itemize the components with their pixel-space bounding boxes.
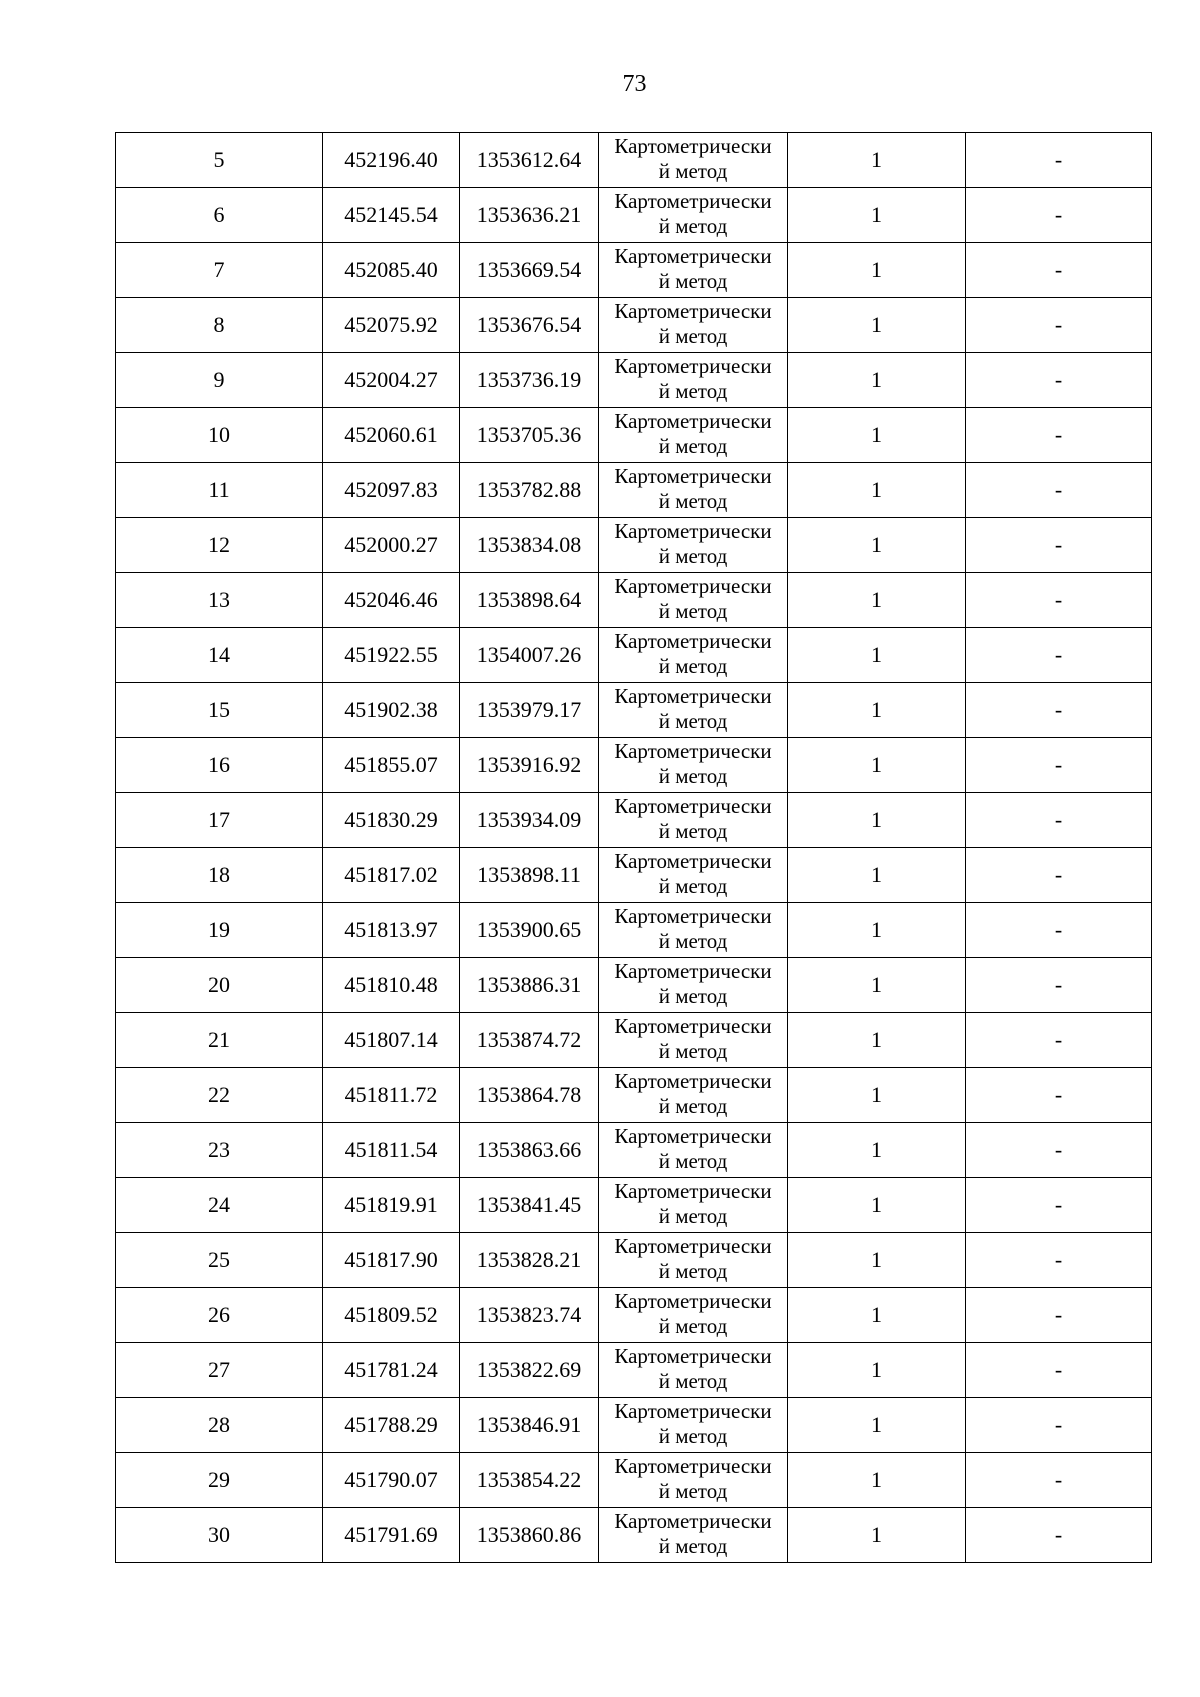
method-text-line2: й метод	[658, 1479, 728, 1503]
note-cell: -	[966, 408, 1152, 463]
table-row	[116, 298, 1152, 353]
method-text-line1: Картометрически	[614, 849, 772, 873]
table-row	[116, 518, 1152, 573]
x-coordinate-cell: 451807.14	[323, 1013, 460, 1068]
method-text-line1: Картометрически	[614, 629, 772, 653]
point-number-cell: 8	[116, 298, 323, 353]
x-coordinate-cell: 452060.61	[323, 408, 460, 463]
note-cell: -	[966, 1398, 1152, 1453]
accuracy-cell: 1	[788, 188, 966, 243]
method-cell	[599, 463, 788, 518]
x-coordinate-cell: 451810.48	[323, 958, 460, 1013]
y-coordinate-cell: 1353828.21	[460, 1233, 599, 1288]
method-cell	[599, 298, 788, 353]
accuracy-cell: 1	[788, 628, 966, 683]
y-coordinate-cell: 1353822.69	[460, 1343, 599, 1398]
method-cell	[599, 903, 788, 958]
method-text-line1: Картометрически	[614, 1234, 772, 1258]
table-row	[116, 1013, 1152, 1068]
table-row	[116, 1398, 1152, 1453]
table-row	[116, 133, 1152, 188]
note-cell: -	[966, 958, 1152, 1013]
method-text-line1: Картометрически	[614, 519, 772, 543]
method-text-line2: й метод	[658, 1039, 728, 1063]
method-text-line2: й метод	[658, 1314, 728, 1338]
point-number-cell: 14	[116, 628, 323, 683]
note-cell: -	[966, 243, 1152, 298]
y-coordinate-cell: 1353676.54	[460, 298, 599, 353]
table-row	[116, 573, 1152, 628]
method-text-line1: Картометрически	[614, 464, 772, 488]
x-coordinate-cell: 451788.29	[323, 1398, 460, 1453]
method-text-line1: Картометрически	[614, 1014, 772, 1038]
note-cell: -	[966, 463, 1152, 518]
y-coordinate-cell: 1353846.91	[460, 1398, 599, 1453]
y-coordinate-cell: 1353636.21	[460, 188, 599, 243]
method-text-line1: Картометрически	[614, 299, 772, 323]
method-cell	[599, 188, 788, 243]
table-row	[116, 463, 1152, 518]
accuracy-cell: 1	[788, 573, 966, 628]
method-text-line1: Картометрически	[614, 904, 772, 928]
method-cell	[599, 793, 788, 848]
method-text-line1: Картометрически	[614, 959, 772, 983]
coordinates-table	[115, 132, 1152, 1563]
note-cell: -	[966, 573, 1152, 628]
method-text-line1: Картометрически	[614, 189, 772, 213]
method-text-line2: й метод	[658, 1259, 728, 1283]
accuracy-cell: 1	[788, 353, 966, 408]
table-row	[116, 848, 1152, 903]
note-cell: -	[966, 1288, 1152, 1343]
table-row	[116, 628, 1152, 683]
table-row	[116, 738, 1152, 793]
point-number-cell: 24	[116, 1178, 323, 1233]
point-number-cell: 7	[116, 243, 323, 298]
method-cell	[599, 848, 788, 903]
accuracy-cell: 1	[788, 958, 966, 1013]
method-text-line2: й метод	[658, 544, 728, 568]
accuracy-cell: 1	[788, 1288, 966, 1343]
point-number-cell: 30	[116, 1508, 323, 1563]
method-text-line1: Картометрически	[614, 1289, 772, 1313]
note-cell: -	[966, 1123, 1152, 1178]
method-text-line1: Картометрически	[614, 1509, 772, 1533]
accuracy-cell: 1	[788, 1013, 966, 1068]
table-row	[116, 353, 1152, 408]
accuracy-cell: 1	[788, 683, 966, 738]
x-coordinate-cell: 451790.07	[323, 1453, 460, 1508]
accuracy-cell: 1	[788, 1068, 966, 1123]
table-row	[116, 1343, 1152, 1398]
method-text-line1: Картометрически	[614, 1179, 772, 1203]
method-text-line1: Картометрически	[614, 1344, 772, 1368]
y-coordinate-cell: 1353864.78	[460, 1068, 599, 1123]
method-cell	[599, 628, 788, 683]
y-coordinate-cell: 1353934.09	[460, 793, 599, 848]
table-row	[116, 1453, 1152, 1508]
accuracy-cell: 1	[788, 243, 966, 298]
x-coordinate-cell: 452085.40	[323, 243, 460, 298]
note-cell: -	[966, 903, 1152, 958]
method-text-line2: й метод	[658, 819, 728, 843]
y-coordinate-cell: 1353705.36	[460, 408, 599, 463]
method-text-line2: й метод	[658, 1534, 728, 1558]
note-cell: -	[966, 738, 1152, 793]
x-coordinate-cell: 451855.07	[323, 738, 460, 793]
point-number-cell: 25	[116, 1233, 323, 1288]
accuracy-cell: 1	[788, 133, 966, 188]
table-row	[116, 1288, 1152, 1343]
note-cell: -	[966, 1508, 1152, 1563]
point-number-cell: 16	[116, 738, 323, 793]
x-coordinate-cell: 452046.46	[323, 573, 460, 628]
table-row	[116, 1178, 1152, 1233]
accuracy-cell: 1	[788, 1453, 966, 1508]
x-coordinate-cell: 451819.91	[323, 1178, 460, 1233]
x-coordinate-cell: 451811.54	[323, 1123, 460, 1178]
table-row	[116, 243, 1152, 298]
point-number-cell: 27	[116, 1343, 323, 1398]
y-coordinate-cell: 1354007.26	[460, 628, 599, 683]
accuracy-cell: 1	[788, 463, 966, 518]
accuracy-cell: 1	[788, 1178, 966, 1233]
table-row	[116, 903, 1152, 958]
table-row	[116, 958, 1152, 1013]
point-number-cell: 13	[116, 573, 323, 628]
y-coordinate-cell: 1353863.66	[460, 1123, 599, 1178]
x-coordinate-cell: 451811.72	[323, 1068, 460, 1123]
y-coordinate-cell: 1353886.31	[460, 958, 599, 1013]
method-text-line2: й метод	[658, 654, 728, 678]
x-coordinate-cell: 451922.55	[323, 628, 460, 683]
note-cell: -	[966, 188, 1152, 243]
point-number-cell: 21	[116, 1013, 323, 1068]
note-cell: -	[966, 353, 1152, 408]
point-number-cell: 12	[116, 518, 323, 573]
accuracy-cell: 1	[788, 1508, 966, 1563]
note-cell: -	[966, 1178, 1152, 1233]
x-coordinate-cell: 451817.02	[323, 848, 460, 903]
note-cell: -	[966, 1453, 1152, 1508]
method-text-line1: Картометрически	[614, 574, 772, 598]
x-coordinate-cell: 452097.83	[323, 463, 460, 518]
method-text-line2: й метод	[658, 324, 728, 348]
method-text-line1: Картометрически	[614, 244, 772, 268]
note-cell: -	[966, 1013, 1152, 1068]
y-coordinate-cell: 1353854.22	[460, 1453, 599, 1508]
y-coordinate-cell: 1353669.54	[460, 243, 599, 298]
x-coordinate-cell: 452000.27	[323, 518, 460, 573]
note-cell: -	[966, 1068, 1152, 1123]
method-text-line1: Картометрически	[614, 739, 772, 763]
table-row	[116, 1508, 1152, 1563]
y-coordinate-cell: 1353823.74	[460, 1288, 599, 1343]
y-coordinate-cell: 1353979.17	[460, 683, 599, 738]
x-coordinate-cell: 451813.97	[323, 903, 460, 958]
table-row	[116, 1123, 1152, 1178]
point-number-cell: 17	[116, 793, 323, 848]
x-coordinate-cell: 452075.92	[323, 298, 460, 353]
note-cell: -	[966, 298, 1152, 353]
method-cell	[599, 353, 788, 408]
method-text-line2: й метод	[658, 1204, 728, 1228]
accuracy-cell: 1	[788, 298, 966, 353]
point-number-cell: 20	[116, 958, 323, 1013]
method-text-line2: й метод	[658, 434, 728, 458]
method-text-line1: Картометрически	[614, 684, 772, 708]
method-text-line1: Картометрически	[614, 354, 772, 378]
method-cell	[599, 738, 788, 793]
x-coordinate-cell: 451809.52	[323, 1288, 460, 1343]
accuracy-cell: 1	[788, 1123, 966, 1178]
point-number-cell: 10	[116, 408, 323, 463]
method-cell	[599, 573, 788, 628]
method-cell	[599, 1123, 788, 1178]
accuracy-cell: 1	[788, 793, 966, 848]
method-cell	[599, 683, 788, 738]
note-cell: -	[966, 1343, 1152, 1398]
x-coordinate-cell: 451902.38	[323, 683, 460, 738]
note-cell: -	[966, 793, 1152, 848]
y-coordinate-cell: 1353841.45	[460, 1178, 599, 1233]
point-number-cell: 11	[116, 463, 323, 518]
table-row	[116, 683, 1152, 738]
method-text-line2: й метод	[658, 379, 728, 403]
point-number-cell: 23	[116, 1123, 323, 1178]
method-text-line2: й метод	[658, 1149, 728, 1173]
x-coordinate-cell: 451791.69	[323, 1508, 460, 1563]
note-cell: -	[966, 628, 1152, 683]
y-coordinate-cell: 1353736.19	[460, 353, 599, 408]
method-cell	[599, 1068, 788, 1123]
y-coordinate-cell: 1353874.72	[460, 1013, 599, 1068]
page-number: 73	[622, 71, 647, 97]
method-cell	[599, 1398, 788, 1453]
method-text-line2: й метод	[658, 709, 728, 733]
accuracy-cell: 1	[788, 518, 966, 573]
note-cell: -	[966, 848, 1152, 903]
method-text-line1: Картометрически	[614, 1454, 772, 1478]
table-row	[116, 408, 1152, 463]
method-cell	[599, 408, 788, 463]
y-coordinate-cell: 1353900.65	[460, 903, 599, 958]
y-coordinate-cell: 1353834.08	[460, 518, 599, 573]
method-text-line2: й метод	[658, 984, 728, 1008]
table-row	[116, 1068, 1152, 1123]
coordinates-table-body	[116, 133, 1152, 1563]
accuracy-cell: 1	[788, 1343, 966, 1398]
method-text-line2: й метод	[658, 214, 728, 238]
accuracy-cell: 1	[788, 1233, 966, 1288]
point-number-cell: 15	[116, 683, 323, 738]
y-coordinate-cell: 1353898.64	[460, 573, 599, 628]
method-cell	[599, 1233, 788, 1288]
x-coordinate-cell: 451830.29	[323, 793, 460, 848]
method-cell	[599, 1178, 788, 1233]
point-number-cell: 28	[116, 1398, 323, 1453]
table-row	[116, 1233, 1152, 1288]
method-text-line2: й метод	[658, 1424, 728, 1448]
method-text-line2: й метод	[658, 874, 728, 898]
method-text-line1: Картометрически	[614, 1069, 772, 1093]
point-number-cell: 9	[116, 353, 323, 408]
x-coordinate-cell: 452145.54	[323, 188, 460, 243]
accuracy-cell: 1	[788, 848, 966, 903]
x-coordinate-cell: 452004.27	[323, 353, 460, 408]
point-number-cell: 26	[116, 1288, 323, 1343]
x-coordinate-cell: 451817.90	[323, 1233, 460, 1288]
y-coordinate-cell: 1353782.88	[460, 463, 599, 518]
y-coordinate-cell: 1353916.92	[460, 738, 599, 793]
method-cell	[599, 1288, 788, 1343]
method-text-line2: й метод	[658, 1369, 728, 1393]
note-cell: -	[966, 133, 1152, 188]
method-cell	[599, 1013, 788, 1068]
method-cell	[599, 518, 788, 573]
point-number-cell: 22	[116, 1068, 323, 1123]
method-text-line1: Картометрически	[614, 794, 772, 818]
method-text-line2: й метод	[658, 929, 728, 953]
method-cell	[599, 1343, 788, 1398]
method-text-line1: Картометрически	[614, 409, 772, 433]
accuracy-cell: 1	[788, 408, 966, 463]
note-cell: -	[966, 518, 1152, 573]
point-number-cell: 5	[116, 133, 323, 188]
table-row	[116, 793, 1152, 848]
point-number-cell: 18	[116, 848, 323, 903]
method-cell	[599, 1508, 788, 1563]
method-text-line2: й метод	[658, 1094, 728, 1118]
method-text-line2: й метод	[658, 764, 728, 788]
method-cell	[599, 243, 788, 298]
accuracy-cell: 1	[788, 1398, 966, 1453]
accuracy-cell: 1	[788, 738, 966, 793]
method-text-line2: й метод	[658, 599, 728, 623]
point-number-cell: 29	[116, 1453, 323, 1508]
method-cell	[599, 1453, 788, 1508]
method-text-line1: Картометрически	[614, 134, 772, 158]
x-coordinate-cell: 452196.40	[323, 133, 460, 188]
method-text-line2: й метод	[658, 159, 728, 183]
method-text-line2: й метод	[658, 269, 728, 293]
y-coordinate-cell: 1353860.86	[460, 1508, 599, 1563]
point-number-cell: 19	[116, 903, 323, 958]
method-cell	[599, 133, 788, 188]
x-coordinate-cell: 451781.24	[323, 1343, 460, 1398]
note-cell: -	[966, 683, 1152, 738]
table-row	[116, 188, 1152, 243]
method-text-line2: й метод	[658, 489, 728, 513]
method-text-line1: Картометрически	[614, 1124, 772, 1148]
method-cell	[599, 958, 788, 1013]
y-coordinate-cell: 1353898.11	[460, 848, 599, 903]
method-text-line1: Картометрически	[614, 1399, 772, 1423]
accuracy-cell: 1	[788, 903, 966, 958]
point-number-cell: 6	[116, 188, 323, 243]
note-cell: -	[966, 1233, 1152, 1288]
y-coordinate-cell: 1353612.64	[460, 133, 599, 188]
